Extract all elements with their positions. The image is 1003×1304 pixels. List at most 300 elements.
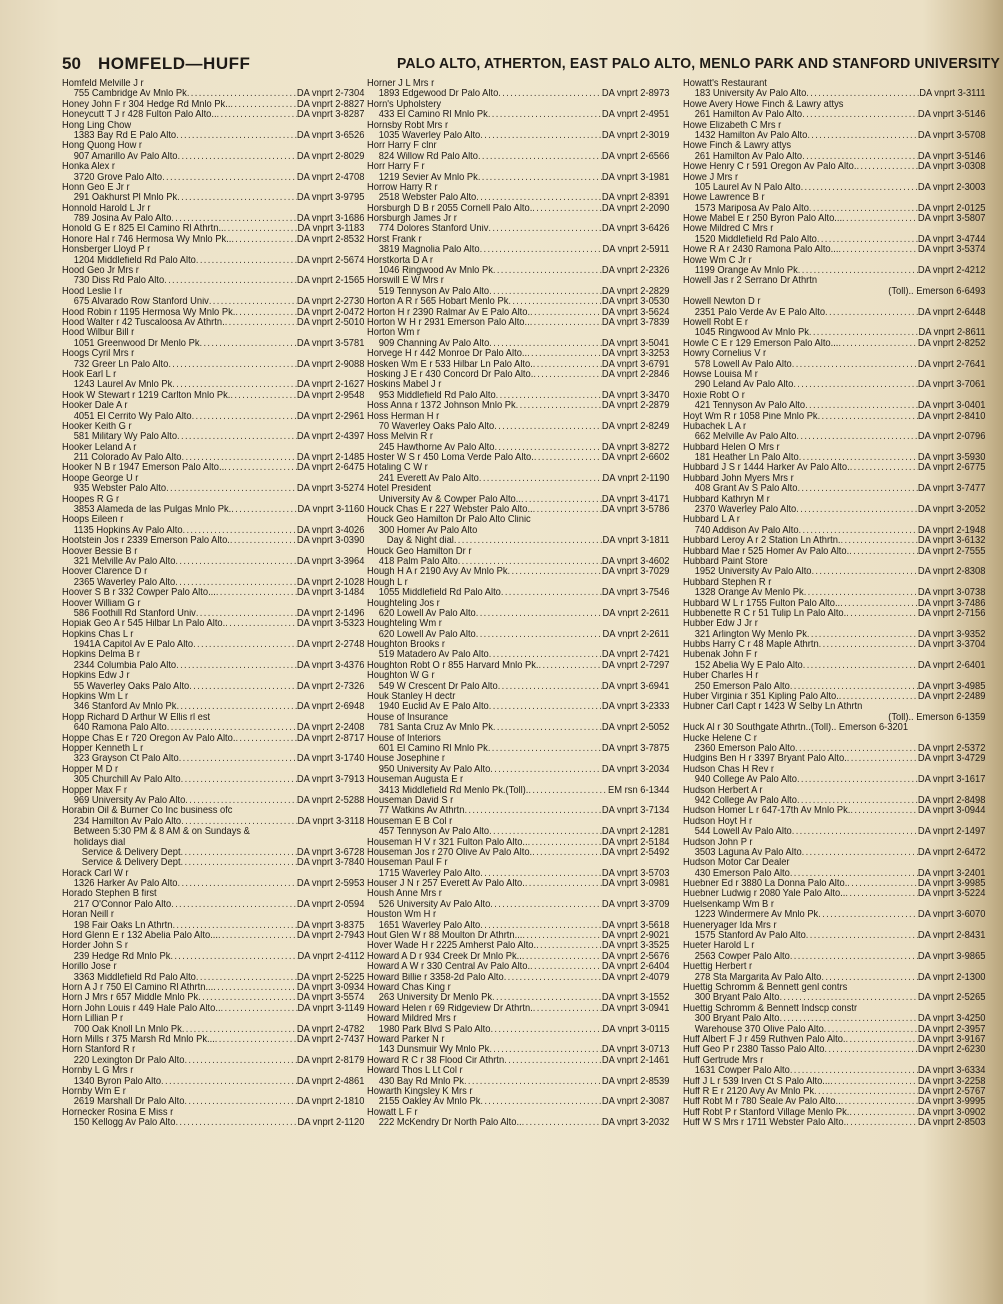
listing-entry bbox=[62, 370, 364, 380]
phone-number: DA vnprt 2-8410 bbox=[917, 411, 986, 422]
entry-text: House Josephine r bbox=[367, 754, 445, 765]
entry-text: 700 Oak Knoll Ln Mnlo Pk bbox=[73, 1024, 182, 1035]
entry-text: 2360 Emerson Palo Alto bbox=[694, 744, 796, 754]
listing-entry bbox=[62, 412, 364, 422]
phone-number: DA vnprt 2-9021 bbox=[601, 931, 670, 942]
entry-text: 640 Ramona Palo Alto bbox=[73, 723, 167, 734]
entry-text: Hoyt Wm R r 1058 Pine Mnlo Pk bbox=[683, 411, 818, 422]
entry-text: 1520 Middlefield Rd Palo Alto bbox=[694, 234, 817, 245]
listing-entry bbox=[62, 162, 364, 172]
listing-entry bbox=[62, 432, 364, 442]
phone-number: DA vnprt 2-3087 bbox=[601, 1097, 670, 1108]
listing-entry bbox=[683, 380, 985, 390]
listing-entry bbox=[62, 744, 364, 754]
phone-number: DA vnprt 3-7913 bbox=[296, 775, 365, 786]
entry-text: 430 Bay Rd Mnlo Pk bbox=[378, 1076, 464, 1087]
phone-number: DA vnprt 3-7061 bbox=[917, 380, 986, 391]
entry-text: 300 Bryant Palo Alto bbox=[694, 1014, 780, 1025]
phone-number: DA vnprt 2-6230 bbox=[917, 1045, 986, 1056]
entry-text: 1204 Middlefield Rd Palo Alto bbox=[73, 255, 196, 266]
entry-text: Hoover Bessie B r bbox=[62, 546, 138, 557]
dot-leader bbox=[494, 443, 601, 453]
page-header bbox=[62, 54, 1000, 76]
entry-text: Hornsby Robt Mrs r bbox=[367, 120, 449, 131]
listing-entry bbox=[367, 838, 669, 848]
entry-text: Honn Geo E Jr r bbox=[62, 182, 130, 193]
dot-leader bbox=[498, 89, 602, 99]
entry-text: Horsburgh James Jr r bbox=[367, 214, 457, 225]
dot-leader bbox=[177, 432, 297, 442]
listing-entry bbox=[683, 848, 985, 858]
listing-entry bbox=[367, 432, 669, 442]
running-head: HOMFELD—HUFF bbox=[98, 54, 251, 73]
phone-number: DA vnprt 3-0934 bbox=[296, 982, 365, 993]
entry-text: Hornby L G Mrs r bbox=[62, 1066, 134, 1077]
entry-text: Hopper Kenneth L r bbox=[62, 744, 144, 754]
listing-entry bbox=[683, 547, 985, 557]
listing-entry bbox=[683, 526, 985, 536]
entry-text: 1223 Windermere Av Mnlo Pk bbox=[694, 910, 819, 921]
listing-entry bbox=[367, 536, 669, 546]
listing-entry bbox=[683, 245, 985, 255]
listing-entry bbox=[683, 121, 985, 131]
entry-text: 675 Alvarado Row Stanford Univ bbox=[73, 297, 209, 308]
phone-number: DA vnprt 2-2408 bbox=[296, 723, 365, 734]
listing-column-3 bbox=[683, 79, 985, 1128]
listing-entry bbox=[62, 224, 364, 234]
listing-entry bbox=[62, 276, 364, 286]
listing-entry bbox=[683, 308, 985, 318]
entry-text: Hong Ling Chow bbox=[62, 120, 132, 131]
dot-leader bbox=[856, 162, 917, 172]
dot-leader bbox=[838, 245, 917, 255]
listing-entry bbox=[62, 1066, 364, 1076]
dot-leader bbox=[824, 1045, 917, 1055]
entry-text: Hubbard Stephen R r bbox=[683, 577, 772, 588]
dot-leader bbox=[849, 547, 918, 557]
phone-number: DA vnprt 3-7840 bbox=[296, 858, 365, 869]
phone-number: DA vnprt 2-4708 bbox=[296, 172, 365, 183]
listing-entry bbox=[367, 380, 669, 390]
entry-text: 549 W Crescent Dr Palo Alto bbox=[378, 681, 498, 692]
entry-text: 2518 Webster Palo Alto bbox=[378, 193, 477, 204]
phone-number: DA vnprt 3-0738 bbox=[917, 588, 986, 599]
entry-text: Hood Robin r 1195 Hermosa Wy Mnlo Pk. bbox=[62, 307, 236, 318]
dot-leader bbox=[501, 588, 602, 598]
dot-leader bbox=[231, 235, 296, 245]
phone-number: DA vnprt 2-8611 bbox=[918, 328, 986, 339]
dot-leader bbox=[209, 297, 297, 307]
entry-text: Huettig Schromm & Bennett Indscp constr bbox=[683, 1003, 858, 1014]
listing-entry bbox=[367, 422, 669, 432]
listing-entry bbox=[683, 360, 985, 370]
dot-leader bbox=[530, 308, 602, 318]
dot-leader bbox=[187, 89, 297, 99]
entry-text: Horack Carl W r bbox=[62, 868, 129, 879]
phone-number: DA vnprt 3-4026 bbox=[296, 525, 365, 536]
listing-entry bbox=[683, 162, 985, 172]
dot-leader bbox=[847, 879, 918, 889]
listing-entry bbox=[683, 1025, 985, 1035]
listing-entry bbox=[367, 474, 669, 484]
entry-text: Hornby Wm E r bbox=[62, 1086, 126, 1097]
dot-leader bbox=[488, 744, 602, 754]
dot-leader bbox=[182, 453, 297, 463]
entry-text: Howard Thos L Lt Col r bbox=[367, 1066, 463, 1077]
phone-number: DA vnprt 3-0713 bbox=[601, 1045, 670, 1056]
phone-number: DA vnprt 3-5041 bbox=[601, 338, 670, 349]
listing-entry bbox=[683, 973, 985, 983]
dot-leader bbox=[478, 173, 602, 183]
dot-leader bbox=[846, 609, 918, 619]
listing-entry bbox=[367, 401, 669, 411]
phone-number: DA vnprt 3-3111 bbox=[919, 89, 986, 100]
dot-leader bbox=[798, 266, 918, 276]
entry-text: 408 Grant Av S Palo Alto bbox=[694, 484, 798, 495]
listing-entry bbox=[683, 921, 985, 931]
phone-number: DA vnprt 3-6070 bbox=[917, 910, 986, 921]
dot-leader bbox=[508, 297, 601, 307]
phone-number: DA vnprt 2-8308 bbox=[917, 567, 986, 578]
entry-text: Hudson Chas H Rev r bbox=[683, 764, 774, 775]
listing-entry bbox=[367, 599, 669, 609]
entry-text: 2351 Palo Verde Av E Palo Alto bbox=[694, 307, 826, 318]
phone-number: DA vnprt 2-5288 bbox=[296, 795, 365, 806]
listing-column-1 bbox=[62, 79, 364, 1128]
entry-text: 662 Melville Av Palo Alto bbox=[694, 432, 797, 443]
listing-entry bbox=[367, 765, 669, 775]
listing-entry bbox=[367, 1025, 669, 1035]
dot-leader bbox=[846, 1035, 918, 1045]
entry-text: 1051 Greenwood Dr Menlo Pk bbox=[73, 338, 200, 349]
phone-number: DA vnprt 3-5618 bbox=[601, 920, 670, 931]
listing-entry bbox=[367, 89, 669, 99]
listing-entry bbox=[62, 173, 364, 183]
dot-leader bbox=[189, 682, 297, 692]
listing-entry bbox=[367, 650, 669, 660]
dot-leader bbox=[221, 1004, 298, 1014]
phone-number: DA vnprt 2-5010 bbox=[296, 317, 365, 328]
phone-number: DA vnprt 2-2489 bbox=[917, 692, 986, 703]
dot-leader bbox=[796, 432, 917, 442]
listing-entry bbox=[367, 609, 669, 619]
dot-leader bbox=[516, 401, 602, 411]
listing-entry bbox=[683, 297, 985, 307]
phone-number: DA vnprt 2-8717 bbox=[296, 733, 365, 744]
phone-number: DA vnprt 2-5184 bbox=[601, 837, 670, 848]
entry-text: 969 University Av Palo Alto bbox=[73, 795, 186, 806]
listing-entry bbox=[367, 391, 669, 401]
listing-entry bbox=[62, 339, 364, 349]
phone-number: DA vnprt 2-1120 bbox=[297, 1118, 365, 1129]
entry-text: Hord Glenn E r 132 Abelia Palo Alto... bbox=[62, 931, 218, 942]
dot-leader bbox=[179, 754, 297, 764]
listing-entry bbox=[683, 910, 985, 920]
listing-entry bbox=[62, 650, 364, 660]
entry-text: 1940 Euclid Av E Palo Alto bbox=[378, 702, 489, 713]
entry-text: 586 Foothill Rd Stanford Univ bbox=[73, 608, 196, 619]
entry-text: Huettig Herbert r bbox=[683, 962, 753, 973]
entry-text: 755 Cambridge Av Mnlo Pk bbox=[73, 89, 187, 100]
phone-number: DA vnprt 2-6566 bbox=[601, 151, 670, 162]
dot-leader bbox=[185, 796, 297, 806]
entry-text: Hotel President bbox=[367, 484, 431, 495]
entry-text: 323 Grayson Ct Palo Alto bbox=[73, 754, 179, 765]
entry-text: Hueter Harold L r bbox=[683, 941, 755, 952]
listing-entry bbox=[367, 588, 669, 598]
phone-number: DA vnprt 3-1617 bbox=[917, 775, 986, 786]
dot-leader bbox=[819, 640, 918, 650]
entry-text: Huff Albert F J r 459 Ruthven Palo Alto. bbox=[683, 1034, 846, 1045]
listing-entry bbox=[62, 879, 364, 889]
phone-number: DA vnprt 3-6526 bbox=[296, 130, 365, 141]
dot-leader bbox=[795, 744, 918, 754]
dot-leader bbox=[480, 131, 602, 141]
entry-text: Houseman Augusta E r bbox=[367, 775, 464, 786]
dot-leader bbox=[490, 1025, 602, 1035]
dot-leader bbox=[489, 287, 602, 297]
entry-text: Horn Lillian P r bbox=[62, 1014, 124, 1025]
listing-entry bbox=[683, 463, 985, 473]
entry-text: 55 Waverley Oaks Palo Alto bbox=[73, 681, 190, 692]
entry-text: Hood Wilbur Bill r bbox=[62, 328, 135, 339]
entry-text: Hubbard L A r bbox=[683, 515, 740, 526]
listing-entry bbox=[62, 983, 364, 993]
phone-number: DA vnprt 3-1552 bbox=[601, 993, 670, 1004]
entry-text: Hoogs Cyril Mrs r bbox=[62, 349, 135, 360]
entry-text: 418 Palm Palo Alto bbox=[378, 556, 458, 567]
listing-entry bbox=[367, 557, 669, 567]
phone-number: DA vnprt 3-6791 bbox=[601, 359, 670, 370]
phone-number: DA vnprt 3-5930 bbox=[917, 453, 986, 464]
entry-text: Houghton Robt O r 855 Harvard Mnlo Pk. bbox=[367, 660, 539, 671]
dot-leader bbox=[172, 921, 296, 931]
dot-leader bbox=[454, 536, 603, 546]
listing-entry bbox=[367, 152, 669, 162]
dot-leader bbox=[805, 401, 918, 411]
dot-leader bbox=[802, 848, 918, 858]
phone-number: DA vnprt 3-0530 bbox=[601, 297, 670, 308]
listing-entry bbox=[683, 235, 985, 245]
entry-text: 1941A Capitol Av E Palo Alto bbox=[73, 640, 194, 651]
phone-number: DA vnprt 2-1810 bbox=[296, 1097, 365, 1108]
listing-entry bbox=[62, 183, 364, 193]
listing-entry bbox=[683, 453, 985, 463]
phone-number: DA vnprt 2-1028 bbox=[296, 577, 365, 588]
dot-leader bbox=[464, 806, 601, 816]
phone-number: DA vnprt 2-8179 bbox=[296, 1055, 365, 1066]
listing-entry bbox=[62, 505, 364, 515]
entry-text: 291 Oakhurst Pl Mnlo Pk bbox=[73, 193, 178, 204]
phone-number: DA vnprt 3-8272 bbox=[601, 442, 670, 453]
listing-entry bbox=[62, 484, 364, 494]
listing-entry bbox=[62, 640, 364, 650]
dot-leader bbox=[521, 495, 602, 505]
entry-text: Howard A W r 330 Central Av Palo Alto. bbox=[367, 962, 531, 973]
phone-number: DA vnprt 3-8287 bbox=[296, 110, 365, 121]
phone-number: DA vnprt 2-4782 bbox=[296, 1024, 365, 1035]
listing-entry bbox=[62, 765, 364, 775]
dot-leader bbox=[504, 973, 602, 983]
listing-entry bbox=[367, 692, 669, 702]
entry-text: Service & Delivery Dept bbox=[81, 847, 181, 858]
listing-entry bbox=[683, 1077, 985, 1087]
entry-text: Hopiak Geo A r 545 Hilbar Ln Palo Alto. bbox=[62, 619, 226, 630]
entry-text: 526 University Av Palo Alto bbox=[378, 899, 491, 910]
dot-leader bbox=[175, 557, 296, 567]
entry-text: Horstkorta D A r bbox=[367, 255, 434, 266]
dot-leader bbox=[231, 505, 297, 515]
entry-text: Honeycutt T J r 428 Fulton Palo Alto.. bbox=[62, 110, 217, 121]
phone-number: DA vnprt 3-5574 bbox=[296, 993, 365, 1004]
dot-leader bbox=[479, 474, 603, 484]
entry-text: 457 Tennyson Av Palo Alto bbox=[378, 827, 490, 838]
listing-entry bbox=[367, 931, 669, 941]
entry-text: 1893 Edgewood Dr Palo Alto bbox=[378, 89, 499, 100]
listing-entry bbox=[683, 339, 985, 349]
dot-leader bbox=[818, 910, 918, 920]
entry-text: 421 Tennyson Av Palo Alto bbox=[694, 401, 806, 412]
entry-text: Hopkins Chas L r bbox=[62, 629, 134, 640]
phone-number: DA vnprt 2-6448 bbox=[917, 307, 986, 318]
listing-entry bbox=[367, 110, 669, 120]
listing-entry bbox=[367, 682, 669, 692]
listing-entry bbox=[683, 1045, 985, 1055]
listing-entry bbox=[683, 931, 985, 941]
phone-number: DA vnprt 3-6132 bbox=[917, 536, 986, 547]
entry-text: 581 Military Wy Palo Alto bbox=[73, 432, 178, 443]
entry-text: 909 Channing Av Palo Alto bbox=[378, 338, 490, 349]
listing-entry bbox=[683, 775, 985, 785]
listing-entry bbox=[367, 224, 669, 234]
phone-number: DA vnprt 3-7546 bbox=[601, 588, 670, 599]
listing-entry bbox=[683, 962, 985, 972]
dot-leader bbox=[162, 173, 297, 183]
listing-entry bbox=[62, 308, 364, 318]
phone-number: DA vnprt 3-5146 bbox=[917, 151, 986, 162]
listing-entry bbox=[62, 900, 364, 910]
phone-number: DA vnprt 2-2730 bbox=[296, 297, 365, 308]
dot-leader bbox=[178, 152, 297, 162]
phone-number: DA vnprt 3-7486 bbox=[917, 598, 986, 609]
entry-text: 740 Addison Av Palo Alto bbox=[694, 525, 799, 536]
listing-entry bbox=[367, 578, 669, 588]
entry-text: (Toll).. Emerson 6-6493 bbox=[888, 286, 986, 297]
phone-number: DA vnprt 3-3964 bbox=[296, 556, 365, 567]
listing-entry bbox=[367, 786, 669, 796]
entry-text: Hood Geo Jr Mrs r bbox=[62, 266, 139, 277]
entry-text: 1046 Ringwood Av Mnlo Pk bbox=[378, 266, 493, 277]
phone-number: DA vnprt 3-3704 bbox=[917, 640, 986, 651]
entry-text: Houghton W G r bbox=[367, 671, 435, 682]
entry-text: 222 McKendry Dr North Palo Alto.. bbox=[378, 1118, 522, 1129]
phone-number: DA vnprt 2-5225 bbox=[296, 972, 365, 983]
listing-entry bbox=[62, 204, 364, 214]
listing-entry bbox=[367, 453, 669, 463]
dot-leader bbox=[838, 339, 917, 349]
dot-leader bbox=[198, 993, 297, 1003]
dot-leader bbox=[181, 848, 297, 858]
listing-entry bbox=[367, 287, 669, 297]
dot-leader bbox=[480, 921, 602, 931]
listing-entry bbox=[683, 744, 985, 754]
listing-entry bbox=[62, 453, 364, 463]
listing-entry bbox=[683, 256, 985, 266]
listing-entry bbox=[683, 588, 985, 598]
listing-entry bbox=[367, 349, 669, 359]
phone-number: DA vnprt 3-5624 bbox=[601, 307, 670, 318]
dot-leader bbox=[224, 463, 297, 473]
listing-entry bbox=[62, 245, 364, 255]
phone-number: DA vnprt 2-3019 bbox=[601, 130, 670, 141]
listing-entry bbox=[62, 297, 364, 307]
listing-entry bbox=[367, 328, 669, 338]
phone-number: DA vnprt 3-5708 bbox=[917, 130, 986, 141]
listing-entry bbox=[62, 609, 364, 619]
listing-entry bbox=[367, 308, 669, 318]
entry-text: Hoskins Mabel J r bbox=[367, 380, 442, 391]
entry-text: Honey John F r 304 Hedge Rd Mnlo Pk.. bbox=[62, 99, 231, 110]
entry-text: Hoss Melvin R r bbox=[367, 432, 433, 443]
dot-leader bbox=[225, 318, 297, 328]
listing-entry bbox=[367, 630, 669, 640]
dot-leader bbox=[525, 879, 602, 889]
listing-entry bbox=[62, 796, 364, 806]
entry-text: 290 Leland Av Palo Alto bbox=[694, 380, 794, 391]
phone-number: DA vnprt 2-8498 bbox=[917, 795, 986, 806]
entry-text: Between 5:30 PM & 8 AM & on Sundays & bbox=[73, 827, 250, 838]
phone-number: DA vnprt 2-7304 bbox=[296, 89, 365, 100]
phone-number: DA vnprt 3-0401 bbox=[917, 401, 986, 412]
listing-entry bbox=[367, 412, 669, 422]
entry-text: 300 Bryant Palo Alto bbox=[694, 993, 780, 1004]
entry-text: 907 Amarillo Av Palo Alto bbox=[73, 151, 178, 162]
entry-text: Hubbs Harry C r 48 Maple Athrtn bbox=[683, 640, 819, 651]
listing-entry bbox=[62, 256, 364, 266]
dot-leader bbox=[533, 370, 601, 380]
entry-text: Hoops Eileen r bbox=[62, 515, 124, 526]
listing-entry bbox=[683, 131, 985, 141]
entry-text: Hooker Keith G r bbox=[62, 421, 132, 432]
phone-number: DA vnprt 3-4729 bbox=[917, 754, 986, 765]
listing-entry bbox=[683, 578, 985, 588]
dot-leader bbox=[797, 484, 917, 494]
entry-text: Hubbard Paint Store bbox=[683, 556, 768, 567]
dot-leader bbox=[817, 235, 918, 245]
entry-text: 300 Homer Av Palo Alto bbox=[378, 525, 478, 536]
dot-leader bbox=[192, 412, 297, 422]
listing-entry bbox=[62, 754, 364, 764]
dot-leader bbox=[818, 412, 918, 422]
entry-text: Horillo Jose r bbox=[62, 962, 117, 973]
phone-number: DA vnprt 2-5265 bbox=[917, 993, 986, 1004]
dot-leader bbox=[847, 754, 918, 764]
page-title: PALO ALTO, ATHERTON, EAST PALO ALTO, MENLO PARK AND STANFORD UNIVERSITY bbox=[397, 55, 1000, 72]
phone-number: DA vnprt 2-7297 bbox=[601, 660, 670, 671]
phone-number: DA vnprt 2-5674 bbox=[296, 255, 365, 266]
entry-text: Honnold Harold L Jr r bbox=[62, 203, 151, 214]
listing-entry bbox=[62, 952, 364, 962]
listing-entry bbox=[683, 713, 985, 723]
listing-entry bbox=[683, 318, 985, 328]
listing-entry bbox=[683, 734, 985, 744]
entry-text: Houseman David S r bbox=[367, 795, 454, 806]
entry-text: 1631 Cowper Palo Alto bbox=[694, 1066, 790, 1077]
entry-text: Horswill E W Mrs r bbox=[367, 276, 444, 287]
entry-text: Hoxie Robt O r bbox=[683, 390, 745, 401]
listing-entry bbox=[62, 89, 364, 99]
phone-number: DA vnprt 3-5146 bbox=[917, 110, 986, 121]
